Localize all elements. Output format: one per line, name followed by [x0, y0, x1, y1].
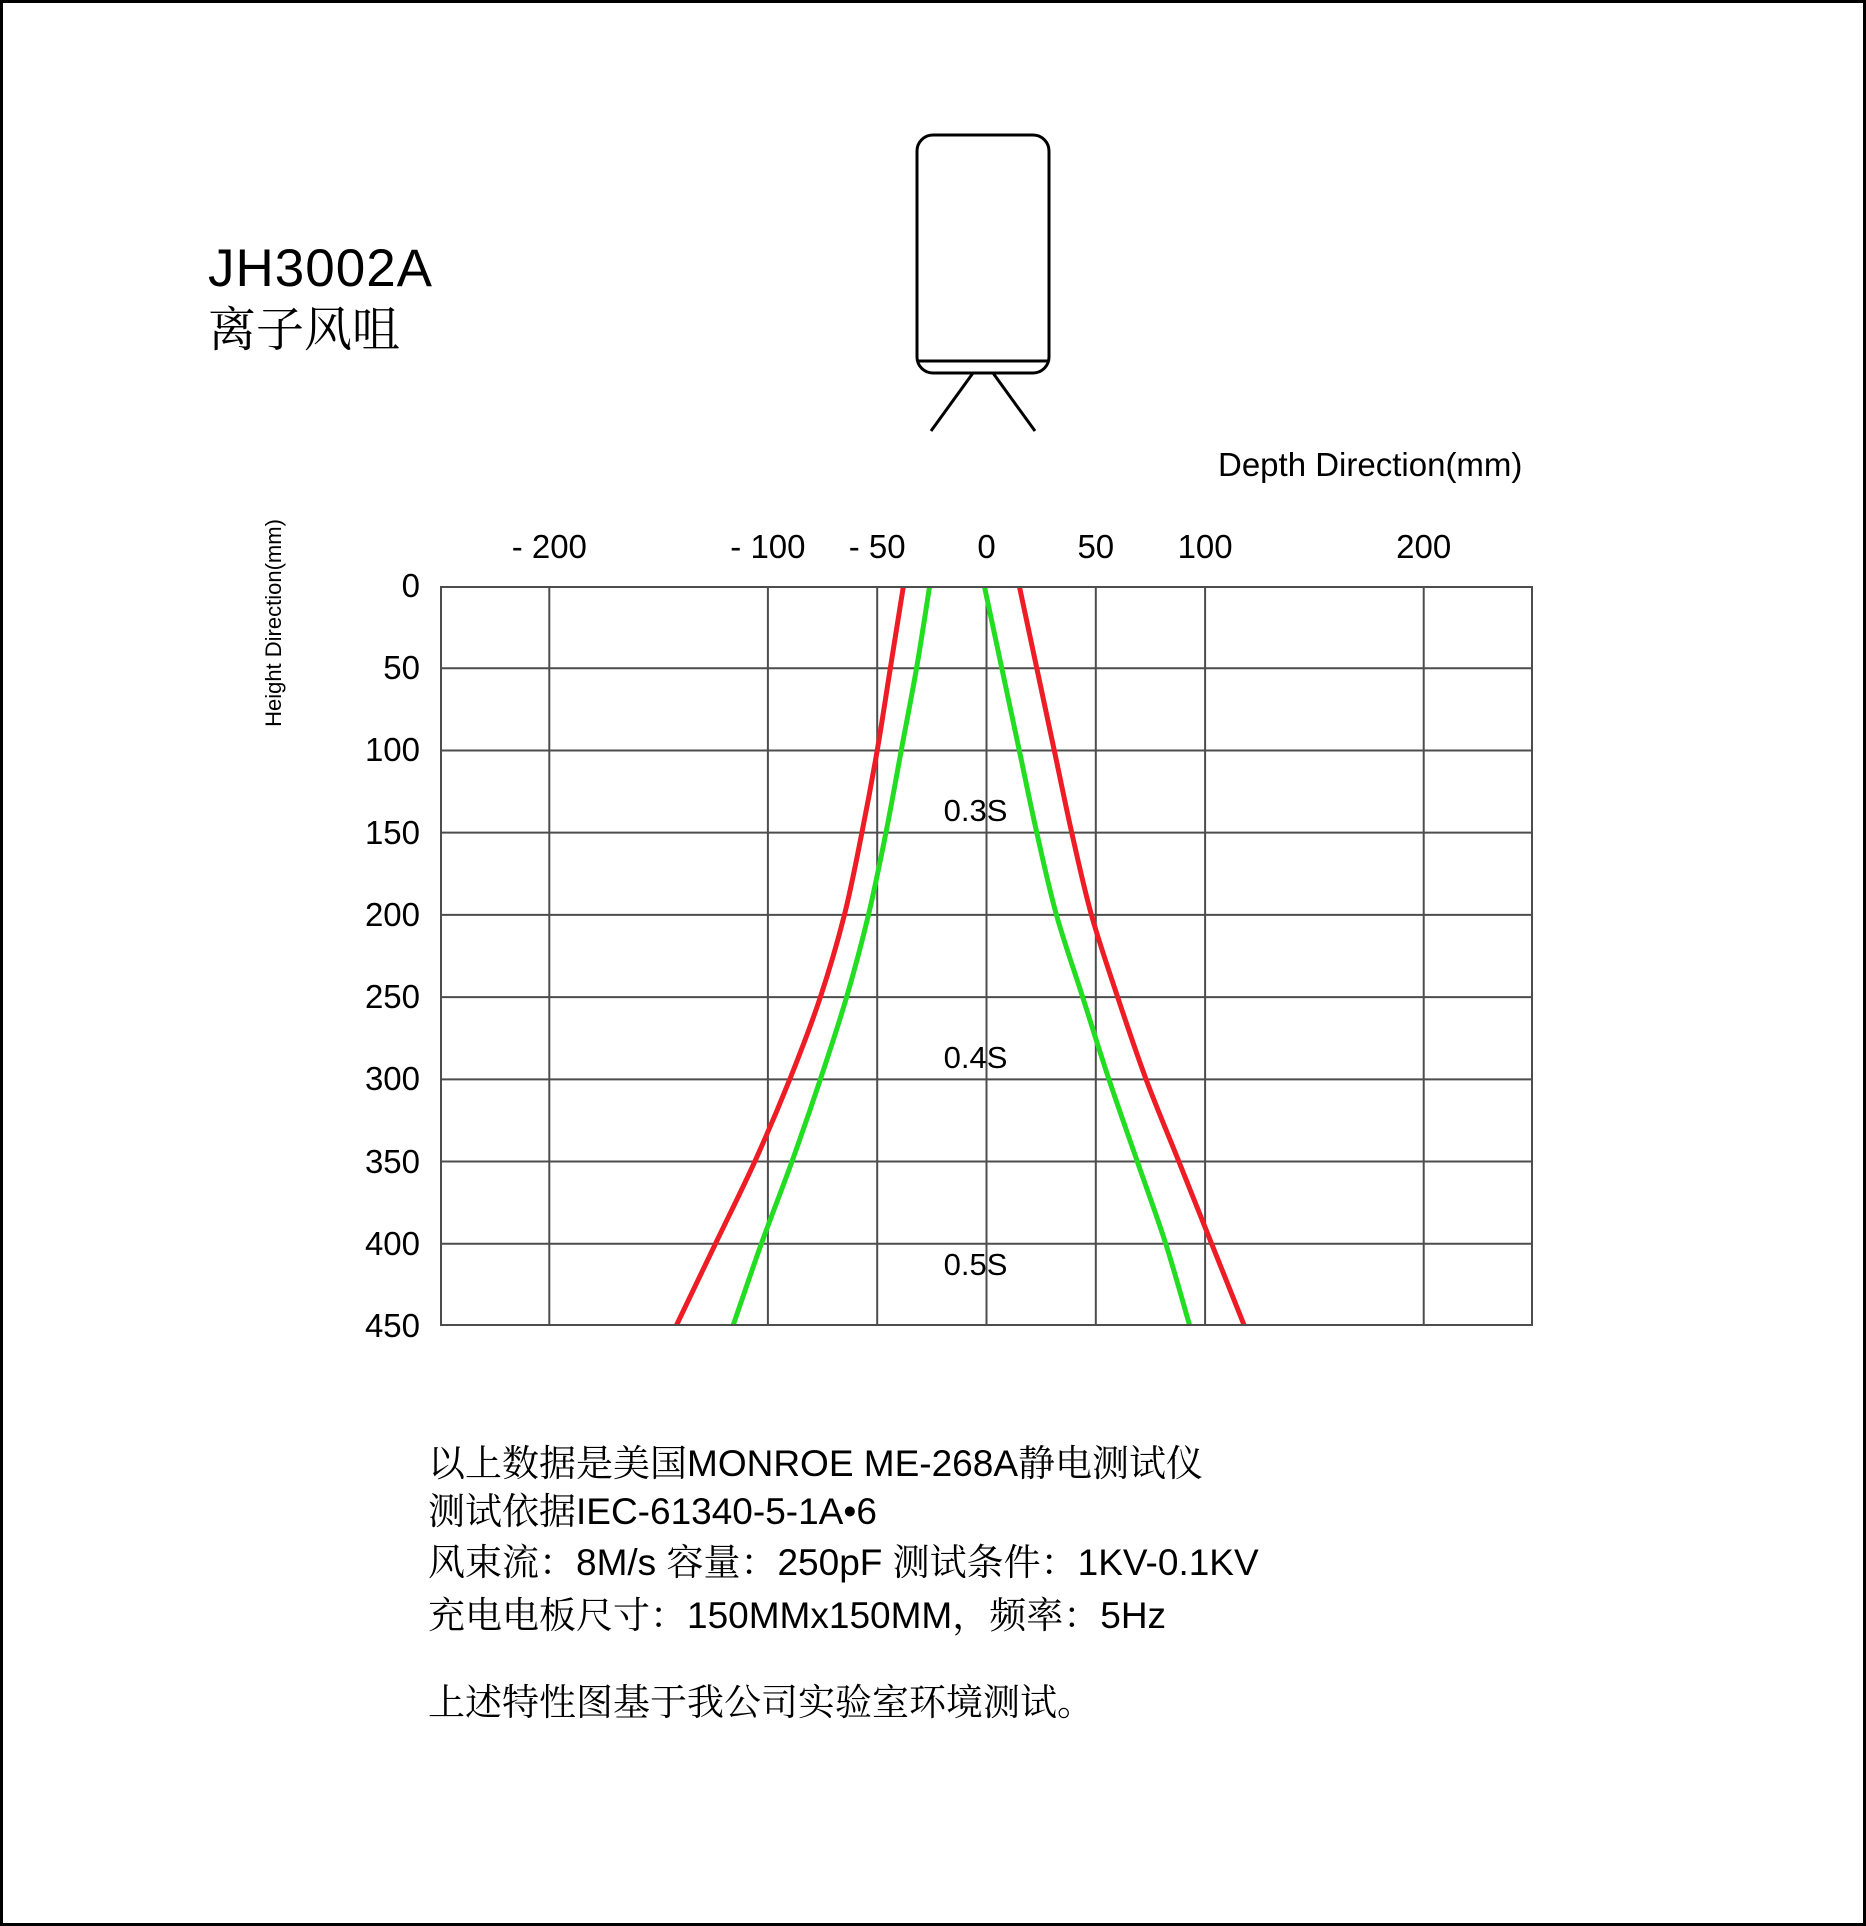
x-tick-label: - 200: [511, 528, 587, 565]
x-tick-label: 50: [1077, 528, 1115, 565]
note-line-2: 测试依据IEC-61340-5-1A•6: [428, 1491, 877, 1532]
note-line-3: 风束流：8M/s 容量：250pF 测试条件：1KV-0.1KV: [428, 1542, 1259, 1583]
y-tick-label: 150: [364, 813, 420, 851]
y-tick-label: 450: [364, 1307, 420, 1344]
page-title: JH3002A: [208, 239, 434, 298]
x-tick-label: - 50: [848, 528, 906, 565]
chart-frame: [440, 586, 1533, 1326]
note-line-5: 上述特性图基于我公司实验室环境测试。: [428, 1682, 1094, 1723]
note-line-4: 充电电板尺寸：150MMx150MM，频率：5Hz: [428, 1595, 1167, 1636]
y-tick-label: 350: [364, 1142, 420, 1180]
curve-annotation: 0.3S: [943, 793, 1008, 829]
y-tick-label: 300: [364, 1060, 420, 1098]
x-tick-label: 200: [1396, 528, 1452, 565]
y-tick-label: 50: [383, 649, 420, 687]
y-tick-label: 0: [401, 567, 420, 604]
curve-annotation: 0.4S: [943, 1039, 1008, 1075]
ion-air-nozzle-icon: [893, 133, 1073, 433]
x-tick-label: 0: [977, 528, 996, 565]
curve-annotation: 0.5S: [943, 1247, 1008, 1283]
y-tick-label: 250: [364, 978, 420, 1016]
y-axis-title: Height Direction(mm): [261, 519, 286, 727]
x-tick-label: - 100: [730, 528, 806, 565]
y-tick-label: 200: [364, 895, 420, 933]
page-subtitle: 离子风咀: [208, 304, 401, 357]
x-axis-title: Depth Direction(mm): [1218, 446, 1523, 483]
y-tick-label: 100: [364, 731, 420, 769]
y-tick-label: 400: [364, 1224, 420, 1262]
notes-block: [428, 1440, 1578, 1729]
chart: [364, 528, 1533, 1344]
note-line-1: 以上数据是美国MONROE ME-268A静电测试仪: [428, 1443, 1204, 1484]
title-block: [208, 238, 728, 362]
x-tick-label: 100: [1177, 528, 1233, 565]
note-spacer: [428, 1642, 1578, 1676]
